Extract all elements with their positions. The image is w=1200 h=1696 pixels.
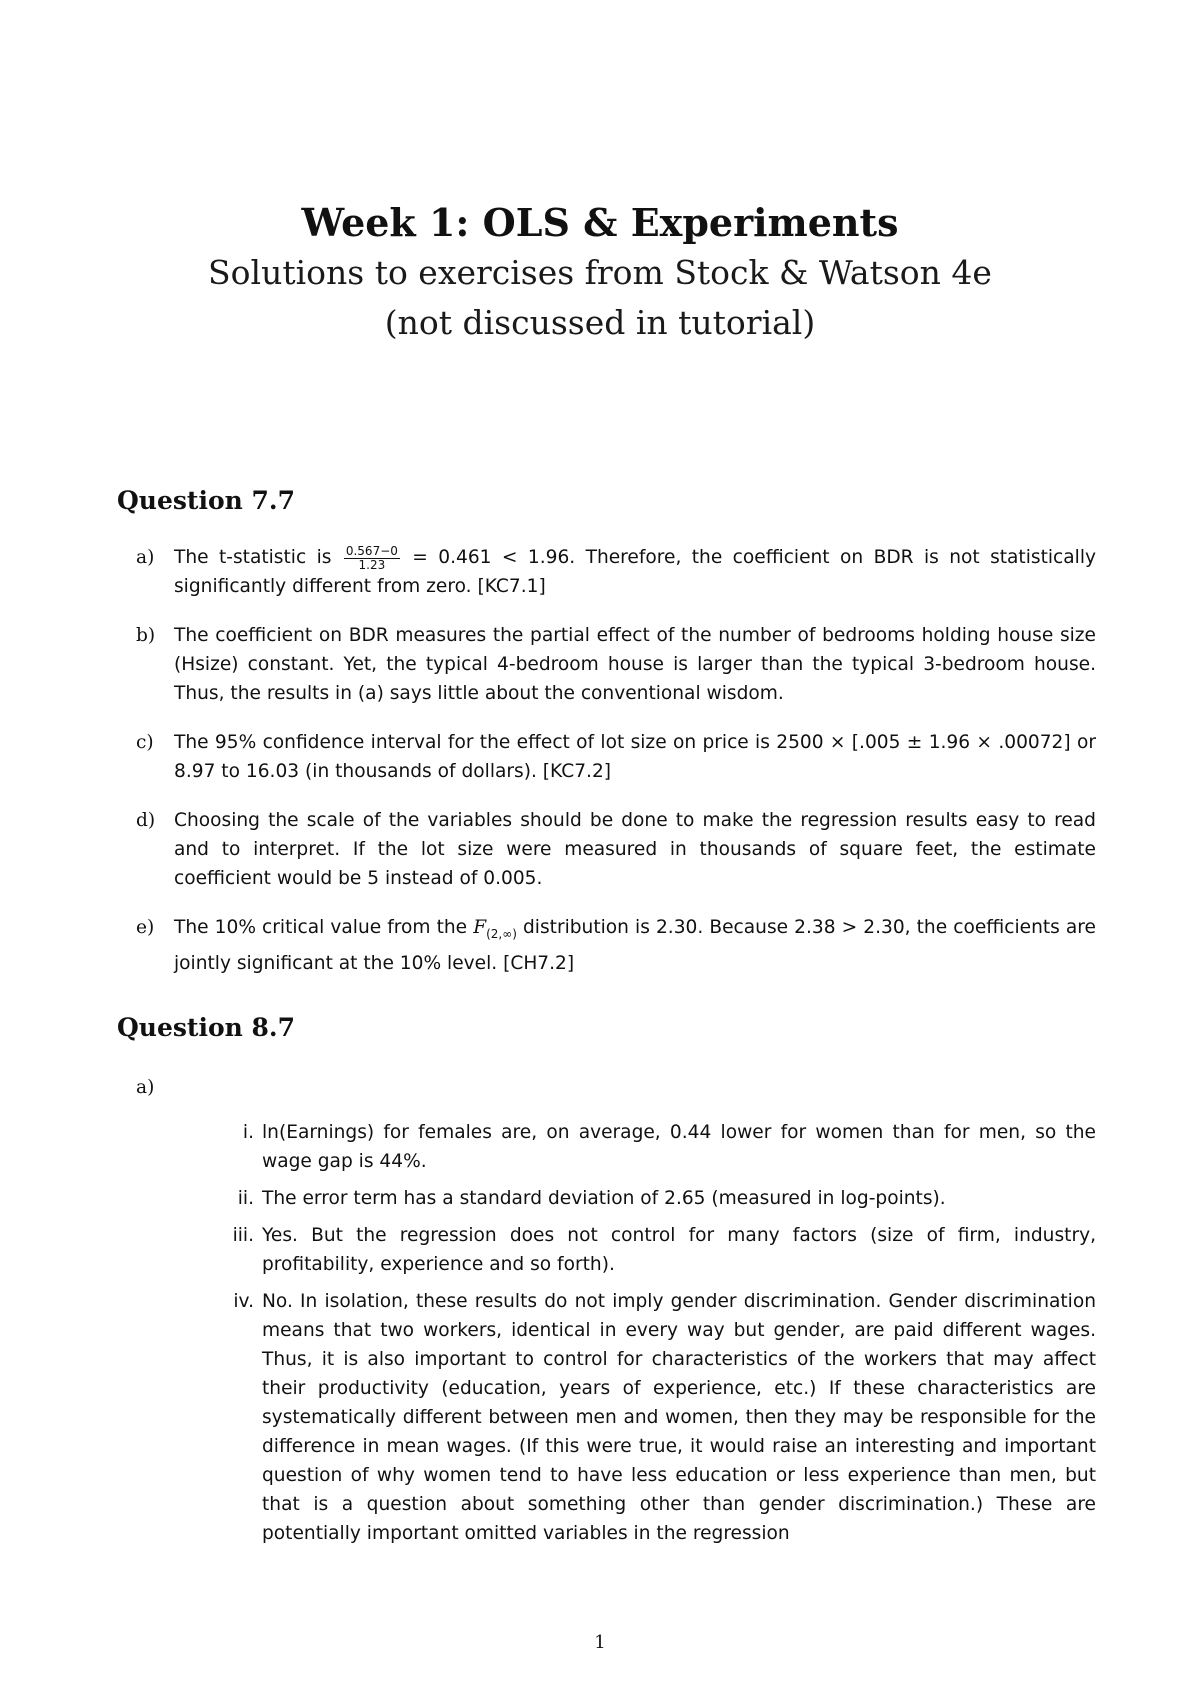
- answer-text: The 95% confidence interval for the effect of lot size on price is 2500 × [.005 ± 1.96 × .00072] or 8.97 to 16.03 (in thousands of dollars). [KC7.2]: [174, 732, 1096, 782]
- question-8-7-answers: [136, 1073, 1096, 1568]
- question-8-7-heading: Question 8.7: [117, 1013, 296, 1042]
- answer-7-7-b: [136, 621, 1096, 708]
- answer-7-7-a: [136, 543, 1096, 601]
- f-distribution-subscript: (2,∞): [486, 927, 517, 941]
- t-statistic-fraction: [344, 545, 400, 572]
- roman-marker: iv.: [233, 1291, 254, 1312]
- fraction-numerator: 0.567−0: [345, 544, 398, 558]
- roman-marker: i.: [242, 1122, 254, 1143]
- answer-7-7-c: [136, 728, 1096, 786]
- sub-answer-text: No. In isolation, these results do not imply gender discrimination. Gender discrimination means that two workers, identical in every way but gender, are paid different wages. Thus, it is also important to control for characteristics of the workers that may affect their productivity (education, years of experience, etc.) If these characteristics are systematically different between men and women, then they may be responsible for the difference in mean wages. (If this were true, it would raise an interesting and important question of why women tend to have less education or less experience than men, but that is a question about something other than gender discrimination.) These are potentially important omitted variables in the regression: [262, 1291, 1096, 1544]
- sub-answer-text: Yes. But the regression does not control for many factors (size of firm, industry, profitability, experience and so forth).: [262, 1225, 1096, 1275]
- title-block: [0, 198, 1200, 348]
- answer-8-7-a-sublist: [174, 1118, 1096, 1548]
- answer-text: The coefficient on BDR measures the partial effect of the number of bedrooms holding house size (Hsize) constant. Yet, the typical 4-bedroom house is larger than the typical 3-bedroom house. Thus, the results in (a) says little about the conventional wisdom.: [174, 625, 1096, 704]
- sub-answer-i: [174, 1118, 1096, 1176]
- f-distribution-symbol: F: [473, 917, 487, 938]
- answer-marker: a): [136, 1077, 155, 1098]
- page-number: 1: [594, 1632, 606, 1653]
- answer-marker: d): [136, 810, 156, 831]
- sub-answer-ii: [174, 1184, 1096, 1213]
- sub-answer-iii: [174, 1221, 1096, 1279]
- page-subtitle-line1: Solutions to exercises from Stock & Watson 4e: [208, 253, 992, 292]
- answer-marker: c): [136, 732, 154, 753]
- page-title: Week 1: OLS & Experiments: [301, 200, 899, 245]
- answer-7-7-d: [136, 806, 1096, 893]
- page-subtitle-line2: (not discussed in tutorial): [384, 303, 816, 342]
- answer-text: Choosing the scale of the variables should be done to make the regression results easy to read and to interpret. If the lot size were measured in thousands of square feet, the estimate coefficient would be 5 instead of 0.005.: [174, 810, 1096, 889]
- fraction-denominator: 1.23: [358, 558, 386, 572]
- answer-text-post: = 0.461 < 1.96. Therefore, the coefficient on BDR is not statistically significantly different from zero. [KC7.1]: [174, 547, 1096, 597]
- sub-answer-text: ln(Earnings) for females are, on average, 0.44 lower for women than for men, so the wage gap is 44%.: [262, 1122, 1096, 1172]
- sub-answer-iv: [174, 1287, 1096, 1548]
- answer-marker: a): [136, 547, 155, 568]
- answer-marker: e): [136, 917, 155, 938]
- answer-8-7-a: [136, 1073, 1096, 1548]
- question-7-7-answers: [136, 543, 1096, 998]
- sub-answer-text: The error term has a standard deviation of 2.65 (measured in log-points).: [262, 1188, 946, 1209]
- answer-text-pre: The 10% critical value from the: [174, 917, 468, 938]
- roman-marker: iii.: [232, 1225, 254, 1246]
- answer-7-7-e: [136, 913, 1096, 978]
- answer-marker: b): [136, 625, 156, 646]
- roman-marker: ii.: [237, 1188, 254, 1209]
- question-7-7-heading: Question 7.7: [117, 486, 296, 515]
- answer-text-pre: The t-statistic is: [174, 547, 332, 568]
- answer-text-post: distribution is 2.30. Because 2.38 > 2.30, the coefficients are jointly significant at the 10% level. [CH7.2]: [174, 917, 1096, 974]
